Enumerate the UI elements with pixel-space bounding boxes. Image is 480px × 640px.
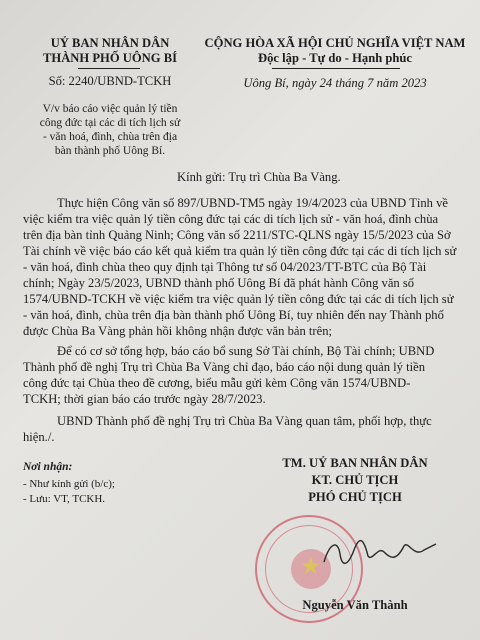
subject-line-3: - văn hoá, đình, chùa trên địa (42, 131, 178, 143)
para2-line-2: Thành phố đề nghị Trụ trì Chùa Ba Vàng chỉ đạo, báo cáo nội dung quản lý tiền (23, 360, 426, 374)
salutation: Kính gửi: Trụ trì Chùa Ba Vàng. (177, 170, 341, 184)
place-date: Uông Bí, ngày 24 tháng 7 năm 2023 (243, 76, 427, 90)
handwritten-signature-icon (320, 532, 440, 572)
signature-line-2: KT. CHỦ TỊCH (311, 473, 399, 487)
para1-line-7: 1574/UBND-TCKH về việc kiểm tra việc quản lý tiền công đức tại các di tích lịch sử (23, 292, 454, 306)
subject-line-2: công đức tại các di tích lịch sử (39, 117, 181, 129)
motto-underline (272, 68, 400, 69)
para1-line-8: - văn hoá, đình, chùa trên địa bàn thành phố Uông Bí, tuy nhiên đến nay Thành phố (23, 308, 444, 322)
para1-line-4: Tài chính về việc báo cáo kết quả kiểm tra quản lý tiền công đức tại các di tích lịch sử (23, 244, 457, 258)
national-title: CỘNG HÒA XÃ HỘI CHỦ NGHĨA VIỆT NAM (204, 36, 466, 50)
para1-line-2: việc kiểm tra việc quản lý tiền công đức tại các di tích lịch sử - văn hoá, đình chùa (23, 212, 439, 226)
para2-line-3: công đức tại Chùa theo đề cương, biểu mẫu gửi kèm Công văn 1574/UBND- (23, 376, 411, 390)
signature-line-1: TM. UỶ BAN NHÂN DÂN (282, 456, 428, 470)
org-underline (78, 68, 140, 69)
para1-line-1: Thực hiện Công văn số 897/UBND-TM5 ngày 19/4/2023 của UBND Tỉnh về (57, 196, 449, 210)
para1-line-5: - văn hoá, đình chùa theo quy định tại Thông tư số 04/2023/TT-BTC của Bộ Tài (23, 260, 427, 274)
subject-line-4: bàn thành phố Uông Bí. (54, 145, 166, 157)
recipient-item: - Như kính gửi (b/c); (23, 478, 115, 490)
signer-name: Nguyễn Văn Thành (302, 598, 408, 612)
para3-line-1: UBND Thành phố đề nghị Trụ trì Chùa Ba Vàng quan tâm, phối hợp, thực (57, 414, 432, 428)
para2-line-4: TCKH; thời gian báo cáo trước ngày 28/7/2023. (23, 392, 266, 406)
signature-line-3: PHÓ CHỦ TỊCH (308, 490, 402, 504)
issuing-org-line2: THÀNH PHỐ UÔNG BÍ (43, 51, 177, 65)
document-number: Số: 2240/UBND-TCKH (48, 74, 172, 88)
issuing-org-line1: UỶ BAN NHÂN DÂN (50, 36, 170, 50)
para1-line-3: trên địa bàn tỉnh Quảng Ninh; Công văn số 2211/STC-QLNS ngày 15/5/2023 của Sở (23, 228, 451, 242)
recipient-item: - Lưu: VT, TCKH. (23, 493, 106, 505)
national-motto: Độc lập - Tự do - Hạnh phúc (258, 51, 412, 65)
para2-line-1: Để có cơ sở tổng hợp, báo cáo bổ sung Sở Tài chính, Bộ Tài chính; UBND (57, 344, 435, 358)
para1-line-9: được Chùa Ba Vàng phản hồi không nhận được văn bản trên; (23, 324, 332, 338)
para1-line-6: chính; Ngày 23/5/2023, UBND thành phố Uông Bí đã phát hành Công văn số (23, 276, 415, 290)
recipients-heading: Nơi nhận: (23, 461, 73, 473)
subject-line-1: V/v báo cáo việc quản lý tiền (42, 103, 178, 115)
para3-line-2: hiện./. (23, 430, 55, 444)
